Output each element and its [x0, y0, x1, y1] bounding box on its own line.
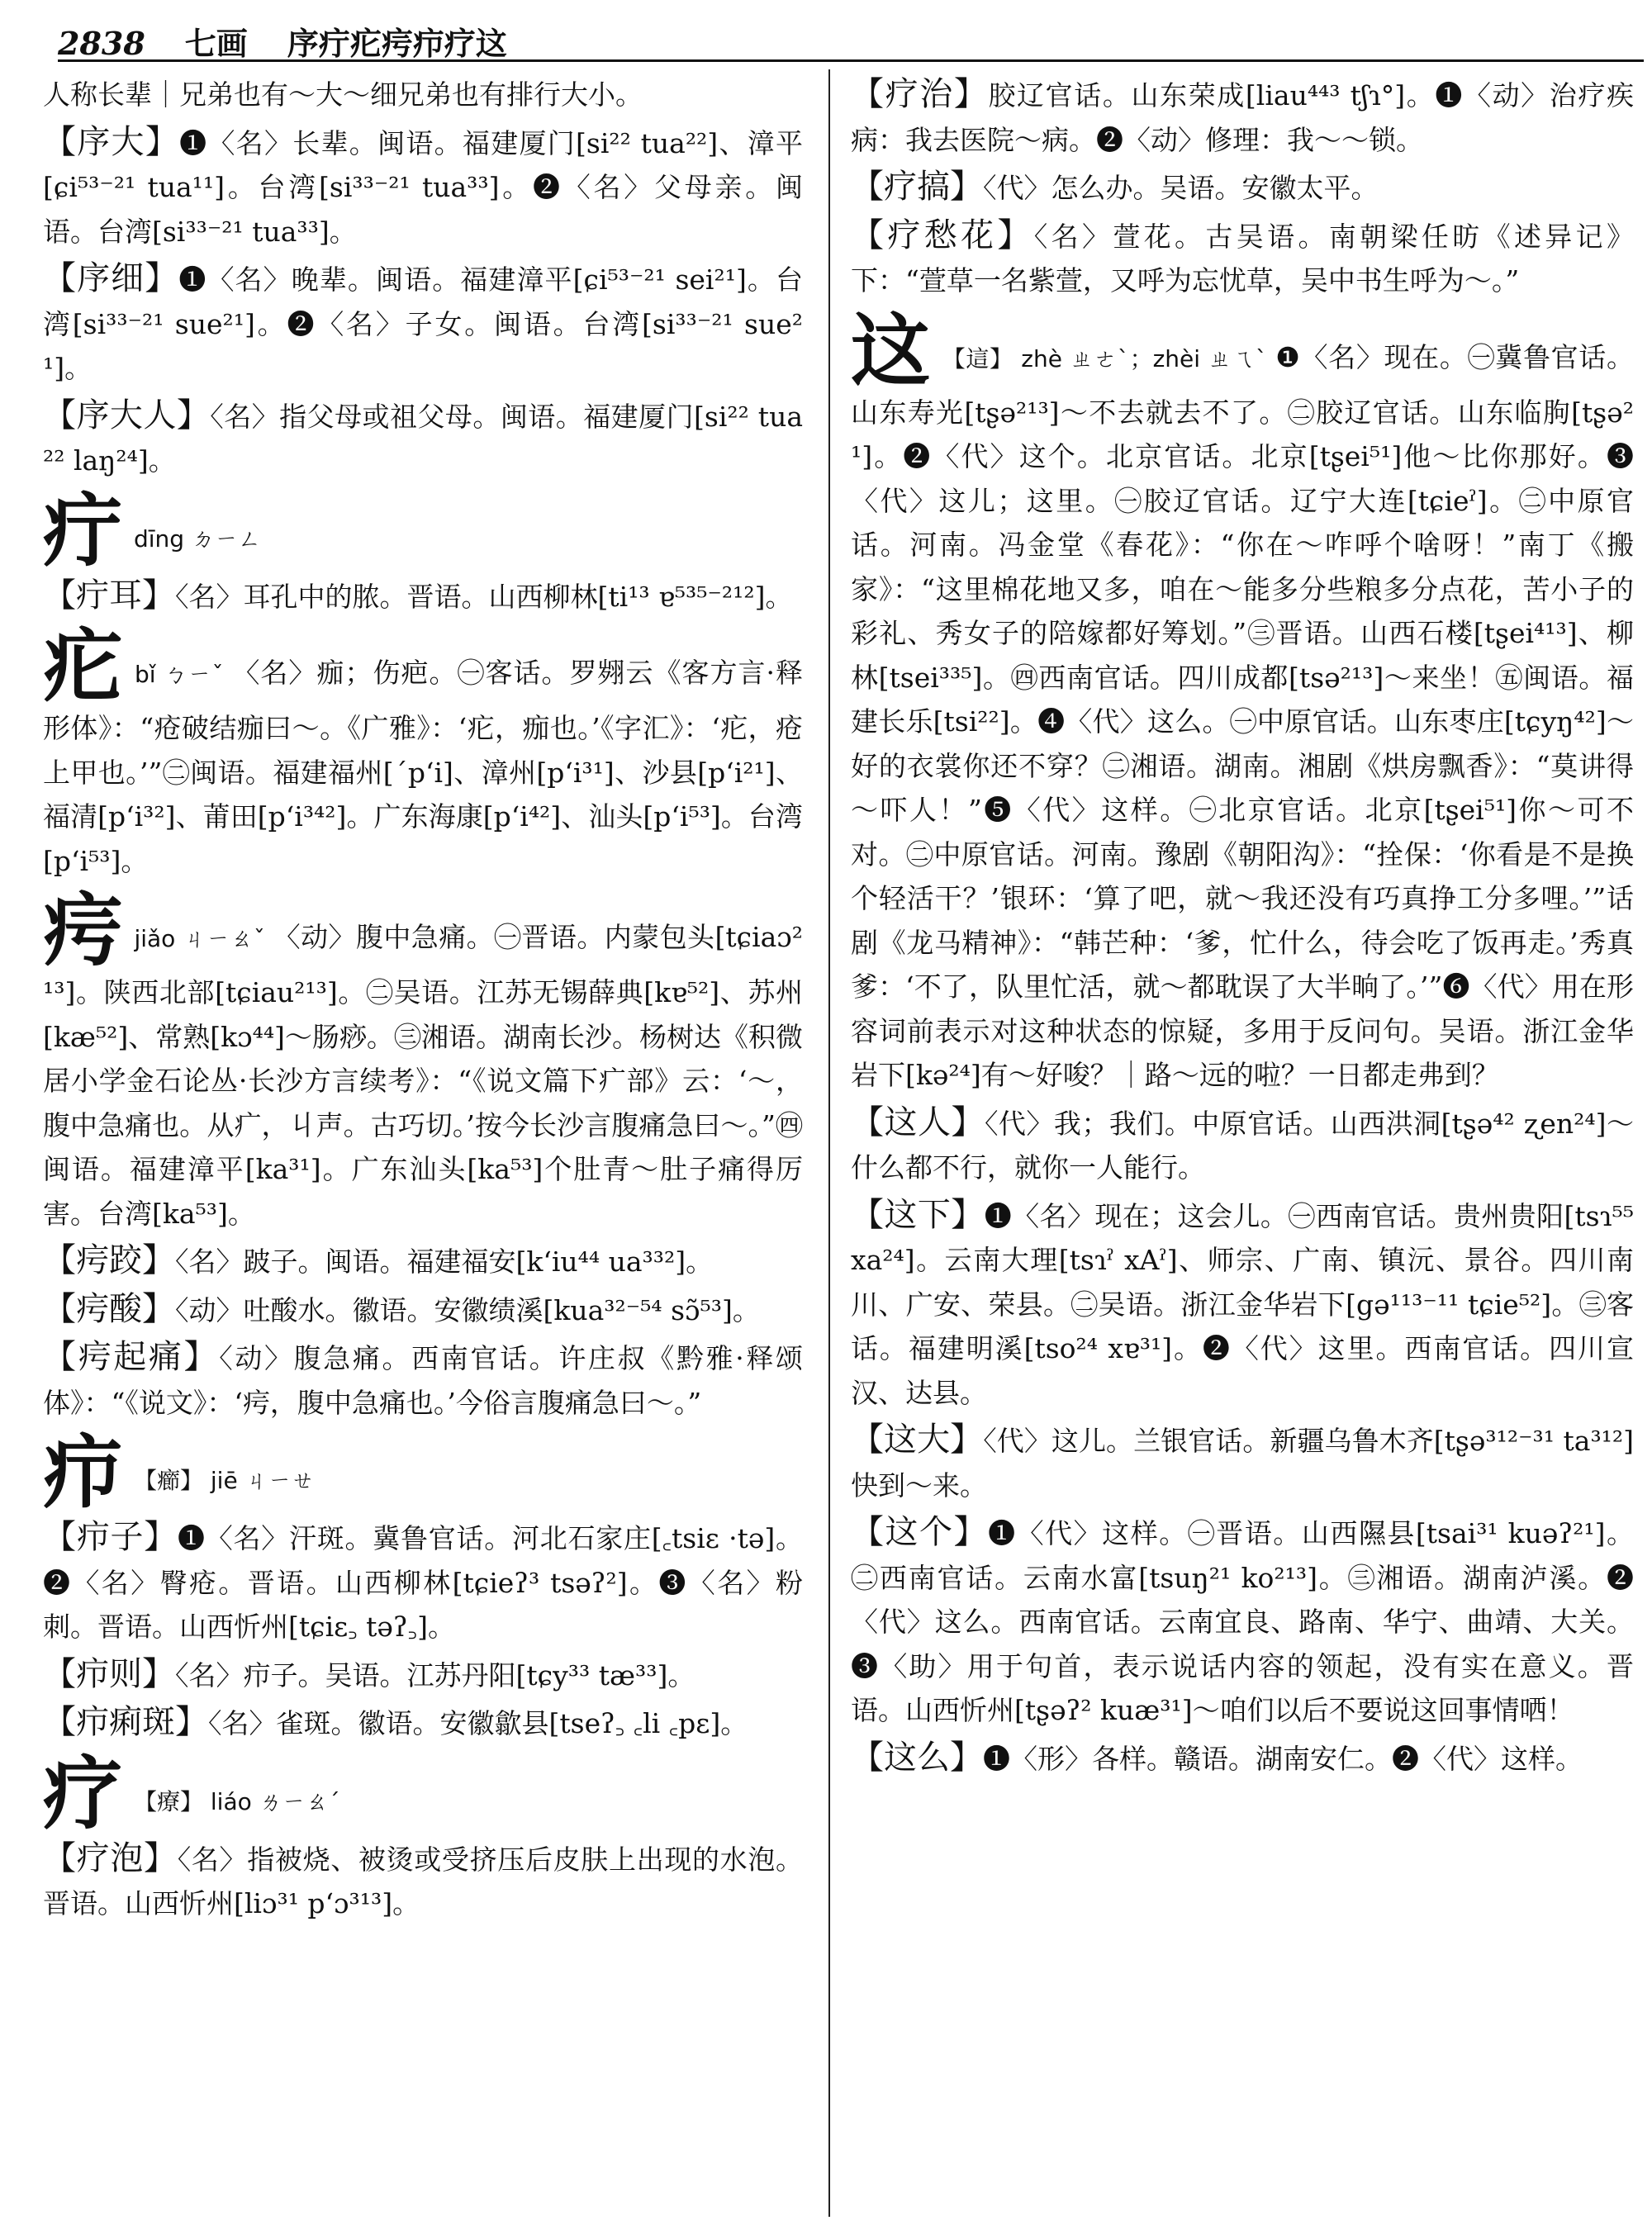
headword-character: 疗: [43, 1746, 122, 1840]
definition-text: 〈代〉怎么办。吴语。安徽太平。: [983, 172, 1379, 204]
headword: 【这人】: [851, 1103, 985, 1141]
headword: 【这下】: [851, 1195, 985, 1234]
headword: 【疞起痛】: [43, 1338, 220, 1376]
headword: 【疗搞】: [851, 168, 983, 206]
definition-text: ❶〈形〉各样。赣语。湖南安仁。❷〈代〉这样。: [983, 1742, 1583, 1775]
definition-text: 〈动〉腹急痛。西南官话。许庄叔《黔雅·释颂体》：“《说文》：‘疞，腹中急痛也。’今俗言腹痛急曰～。”: [43, 1342, 803, 1419]
headword: 【这个】: [851, 1513, 989, 1551]
character-entry: [43, 884, 803, 1236]
definition-text: ❶〈代〉这样。㊀晋语。山西隰县[tsai³¹ kuəʔ²¹]。㊁西南官话。云南水富[tsuŋ²¹ ko²¹³]。㊂湘语。湖南泸溪。❷〈代〉这么。西南官话。云南宜良、路南、华宁、曲靖、大关。❸〈助〉用于句首，表示说话内容的领起，没有实在意义。晋语。山西忻州[tʂəʔ² kuæ³¹]～咱们以后不要说这回事情哂！: [851, 1517, 1634, 1726]
headword: 【疖子】: [43, 1518, 178, 1556]
definition-text: 〈名〉痂；伤疤。㊀客话。罗翙云《客方言·释形体》：“疮破结痂曰～。《广雅》：‘疕，痂也。’《字汇》：‘疕，疮上甲也。’”㊁闽语。福建福州[ˊpʻi]、漳州[pʻi³¹]、沙县[pʻi²¹]、福清[pʻi³²]、莆田[pʻi³⁴²]。广东海康[pʻi⁴²]、汕头[pʻi⁵³]。台湾[pʻi⁵³]。: [43, 657, 803, 877]
definition-text: 〈名〉跛子。闽语。福建福安[kʻiu⁴⁴ ua³³²]。: [175, 1245, 714, 1278]
headword: 【疞酸】: [43, 1289, 175, 1328]
definition-text: 〈名〉耳孔中的脓。晋语。山西柳林[ti¹³ ɐ⁵³⁵⁻²¹²]。: [175, 580, 793, 613]
word-entry: [43, 574, 803, 619]
headword: 【序大】: [43, 122, 180, 161]
word-entry: [851, 1511, 1634, 1733]
left-column: [43, 73, 803, 2220]
definition-text: 〈名〉指父母或祖父母。闽语。福建厦门[si²² tua²² laŋ²⁴]。: [43, 400, 803, 477]
header-rule: [58, 59, 1644, 62]
headword: 【这大】: [851, 1421, 984, 1459]
word-entry: [43, 1837, 803, 1926]
character-entry: [43, 619, 803, 883]
headword-character: 疖: [43, 1426, 122, 1519]
headword: 【疞跤】: [43, 1241, 175, 1279]
definition-text: 〈名〉萱花。古吴语。南朝梁任昉《述异记》下：“萱草一名紫萱，又呼为忘忧草，吴中书生呼为～。”: [851, 220, 1634, 297]
definition-text: ❶〈名〉现在。㊀冀鲁官话。山东寿光[tʂə²¹³]～不去就去不了。㊁胶辽官话。山东临朐[tʂə²¹]。❷〈代〉这个。北京官话。北京[tʂei⁵¹]他～比你那好。❸〈代〉这儿；这里。㊀胶辽官话。辽宁大连[tɕieˀ]。㊁中原官话。河南。冯金堂《春花》：“你在～咋呼个啥呀！”南丁《搬家》：“这里棉花地又多，咱在～能多分些粮多分点花，苦小子的彩礼、秀女子的陪嫁都好筹划。”㊂晋语。山西石楼[tʂei⁴¹³]、柳林[tsei³³⁵]。㊃西南官话。四川成都[tsə²¹³]～来坐！㊄闽语。福建长乐[tsi²²]。❹〈代〉这么。㊀中原官话。山东枣庄[tɕyŋ⁴²]～好的衣裳你还不穿？㊁湘语。湖南。湘剧《烘房飘香》：“莫讲得～吓人！”❺〈代〉这样。㊀北京官话。北京[tʂei⁵¹]你～可不对。㊁中原官话。河南。豫剧《朝阳沟》：“拴保：‘你看是不是换个轻活干？’银环：‘算了吧，就～我还没有巧真挣工分多哩。’”话剧《龙马精神》：“韩芒种：‘爹，忙什么，待会吃了饭再走。’秀真爹：‘不了，队里忙活，就～都耽误了大半晌了。’”❻〈代〉用在形容词前表示对这种状态的惊疑，多用于反问句。吴语。浙江金华岩下[kə²⁴]有～好唆？｜路～远的啦？一日都走弗到？: [851, 340, 1634, 1091]
headword-character: 疕: [43, 619, 124, 713]
word-entry: [43, 1701, 803, 1746]
pronunciation: jiǎo ㄐㄧㄠˇ: [134, 925, 273, 952]
word-entry: [851, 1101, 1634, 1190]
definition-text: 〈代〉这儿。兰银官话。新疆乌鲁木齐[tʂə³¹²⁻³¹ ta³¹²]快到～来。: [851, 1425, 1634, 1502]
pronunciation: 【療】 liáo ㄌㄧㄠˊ: [134, 1787, 340, 1815]
pronunciation: 【這】 zhè ㄓㄜˋ；zhèi ㄓㄟˋ: [942, 344, 1276, 372]
word-entry: [43, 1336, 803, 1425]
headword: 【序大人】: [43, 396, 211, 434]
page-header: [58, 18, 1635, 61]
word-entry: [43, 1516, 803, 1649]
header-characters: 序疔疕疞疖疗这: [287, 25, 507, 62]
word-entry: [851, 1418, 1634, 1507]
headword: 【疔耳】: [43, 576, 175, 614]
headword: 【疗泡】: [43, 1839, 178, 1877]
headword: 【序细】: [43, 259, 179, 297]
character-entry: [43, 1426, 803, 1519]
headword: 【疗愁花】: [851, 216, 1034, 254]
word-entry: [43, 394, 803, 483]
headword-character: 这: [851, 303, 931, 397]
definition-text: 〈动〉吐酸水。徽语。安徽绩溪[kua³²⁻⁵⁴ sɔ̃⁵³]。: [175, 1293, 760, 1326]
definition-text: ❶〈名〉现在；这会儿。㊀西南官话。贵州贵阳[tsɿ⁵⁵ xa²⁴]。云南大理[tsɿˀ xAˀ]、师宗、广南、镇沅、景谷。四川南川、广安、荣县。㊁吴语。浙江金华岩下[gə¹¹³⁻¹¹ tɕie⁵²]。㊂客话。福建明溪[tso²⁴ xɐ³¹]。❷〈代〉这里。西南官话。四川宣汉、达县。: [851, 1199, 1634, 1409]
character-entry: [851, 303, 1634, 1098]
pronunciation: 【癤】 jiē ㄐㄧㄝ: [134, 1467, 315, 1494]
headword: 【疗治】: [851, 75, 989, 113]
column-divider: [828, 69, 830, 2217]
definition-text: 〈代〉我；我们。中原官话。山西洪洞[tʂə⁴² ʐen²⁴]～什么都不行，就你一人能行。: [851, 1107, 1634, 1184]
word-entry: [851, 1736, 1634, 1782]
definition-text: 人称长辈｜兄弟也有～大～细兄弟也有排行大小。: [43, 78, 643, 111]
right-column: [851, 73, 1634, 2220]
character-entry: [43, 1746, 803, 1840]
continued-text: [43, 73, 803, 117]
definition-text: ❶〈名〉晚辈。闽语。福建漳平[ɕi⁵³⁻²¹ sei²¹]。台湾[si³³⁻²¹ sue²¹]。❷〈名〉子女。闽语。台湾[si³³⁻²¹ sue²¹]。: [43, 263, 803, 384]
character-entry: [43, 483, 803, 577]
word-entry: [43, 1653, 803, 1698]
definition-text: 〈动〉腹中急痛。㊀晋语。内蒙包头[tɕiaɔ²¹³]。陕西北部[tɕiau²¹³]。㊁吴语。江苏无锡薛典[kɐ⁵²]、苏州[kæ⁵²]、常熟[kɔ⁴⁴]～肠痧。㊂湘语。湖南长沙。杨树达《积微居小学金石论丛·长沙方言续考》：“《说文篇下疒部》云：‘～，腹中急痛也。从疒，丩声。古巧切。’按今长沙言腹痛急曰～。”㊃闽语。福建漳平[ka³¹]。广东汕头[ka⁵³]个肚青～肚子痛得厉害。台湾[ka⁵³]。: [43, 921, 803, 1230]
word-entry: [43, 1288, 803, 1333]
definition-text: 胶辽官话。山东荣成[liau⁴⁴³ tʃɿ°]。❶〈动〉治疗疾病：我去医院～病。❷〈动〉修理：我～～锁。: [851, 79, 1634, 156]
headword: 【疖则】: [43, 1654, 175, 1693]
word-entry: [851, 214, 1634, 303]
word-entry: [851, 73, 1634, 162]
headword: 【这么】: [851, 1738, 983, 1777]
definition-text: 〈名〉疖子。吴语。江苏丹阳[tɕy³³ tæ³³]。: [175, 1658, 695, 1691]
headword-character: 疔: [43, 483, 122, 577]
headword-character: 疞: [43, 884, 123, 977]
headword: 【疖痢斑】: [43, 1703, 208, 1741]
word-entry: [43, 1239, 803, 1284]
word-entry: [43, 121, 803, 254]
definition-text: 〈名〉指被烧、被烫或受挤压后皮肤上出现的水泡。晋语。山西忻州[liɔ³¹ pʻɔ³¹³]。: [43, 1843, 803, 1919]
page-number: 2838: [58, 25, 145, 62]
word-entry: [851, 1193, 1634, 1416]
word-entry: [43, 257, 803, 391]
definition-text: 〈名〉雀斑。徽语。安徽歙县[tseʔ꜆ ꜀li ꜀pɛ]。: [208, 1707, 748, 1739]
definition-text: ❶〈名〉汗斑。冀鲁官话。河北石家庄[꜀tsiɛ ·tə]。❷〈名〉臀疮。晋语。山西柳林[tɕieʔ³ tsəʔ²]。❸〈名〉粉刺。晋语。山西忻州[tɕiɛ꜆ təʔ꜆]。: [43, 1522, 803, 1643]
word-entry: [851, 165, 1634, 211]
pronunciation: dīng ㄉㄧㄥ: [134, 524, 261, 553]
pronunciation: bǐ ㄅㄧˇ: [135, 661, 233, 688]
radical-label: 七画: [184, 25, 248, 62]
definition-text: ❶〈名〉长辈。闽语。福建厦门[si²² tua²²]、漳平[ɕi⁵³⁻²¹ tua¹¹]。台湾[si³³⁻²¹ tua³³]。❷〈名〉父母亲。闽语。台湾[si³³⁻²¹ tua³³]。: [43, 126, 803, 248]
